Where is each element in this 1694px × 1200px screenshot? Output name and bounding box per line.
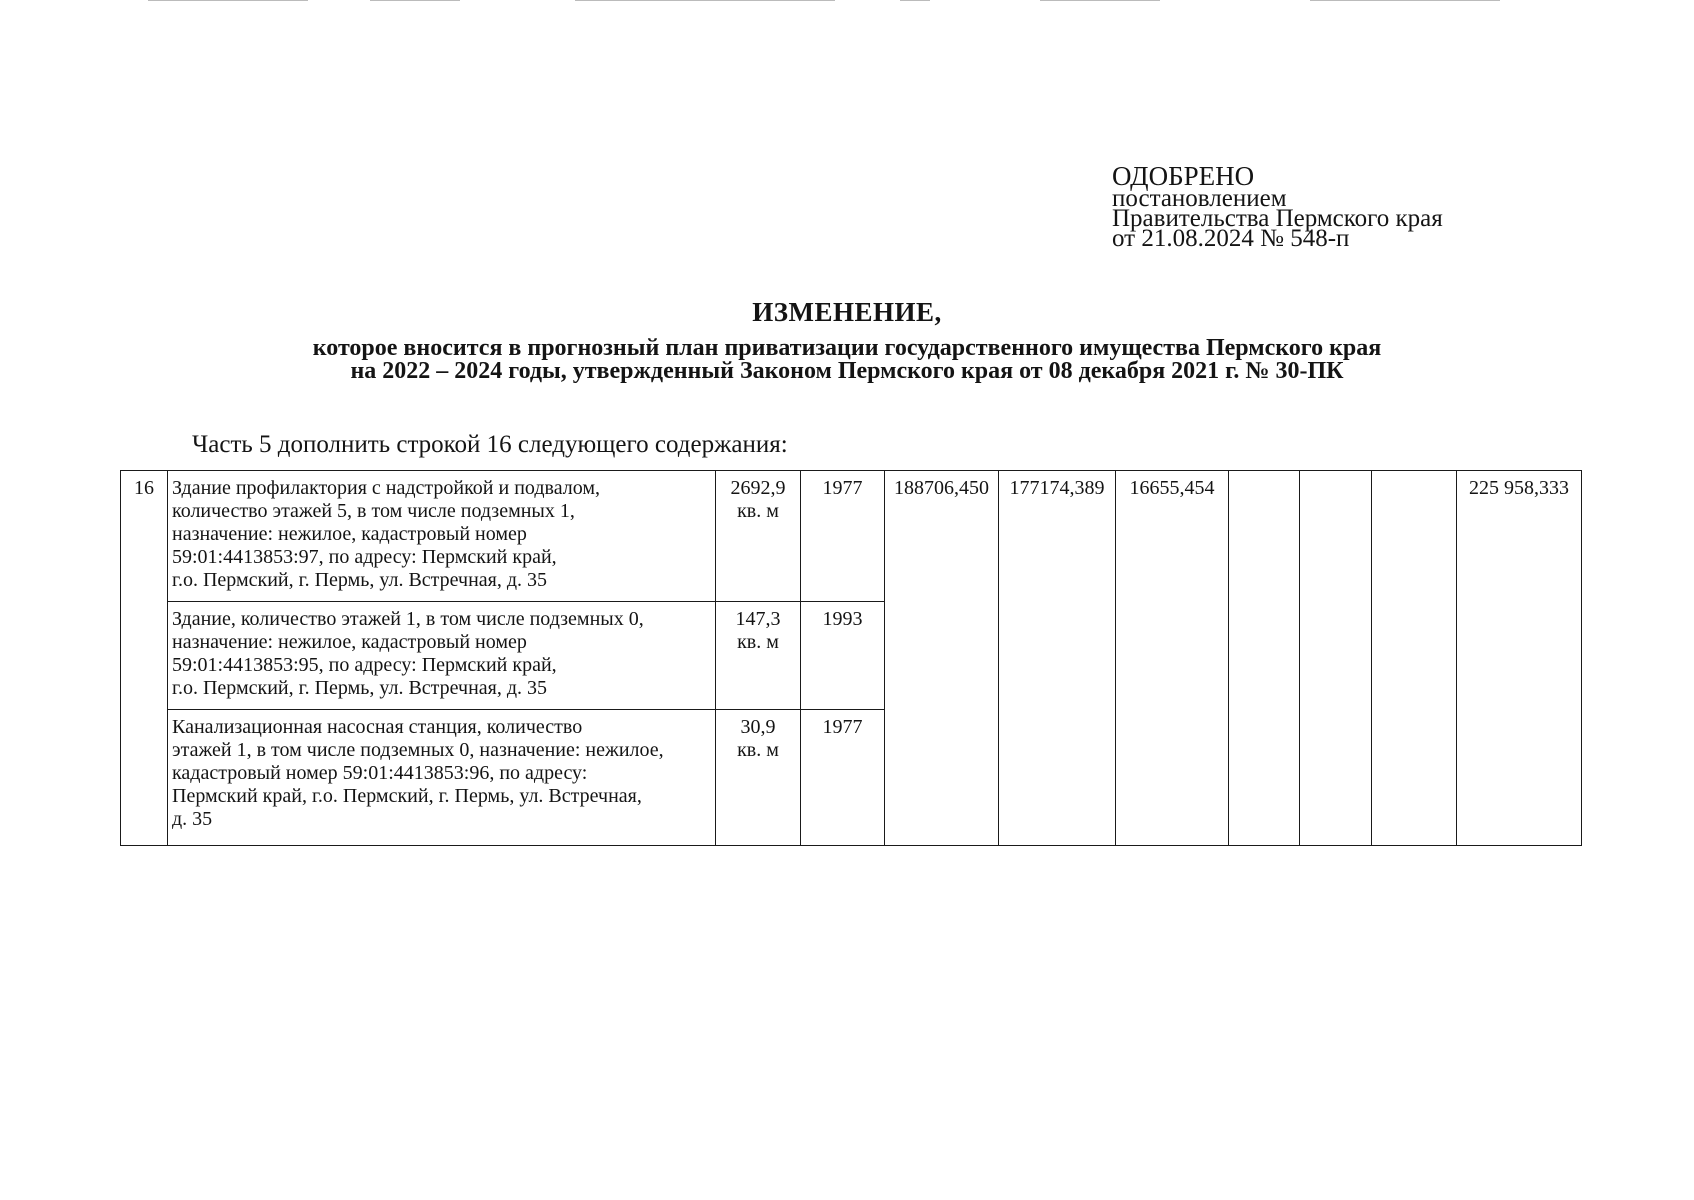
object-description-cell [168, 471, 716, 602]
scan-edge-line [1040, 0, 1160, 1]
approval-line-3: от 21.08.2024 № 548-п [1112, 225, 1350, 252]
table-row [121, 471, 1582, 602]
value-2-cell: 177174,389 [999, 471, 1116, 846]
approval-line-2: Правительства Пермского края [1112, 205, 1443, 232]
privatization-table [120, 470, 1582, 846]
description-line: Здание профилактория с надстройкой и подвалом, [172, 477, 601, 499]
scan-edge-line [370, 0, 460, 1]
value-3-cell: 16655,454 [1116, 471, 1229, 846]
document-subtitle [0, 337, 1694, 383]
description-line: 59:01:4413853:97, по адресу: Пермский край, [172, 546, 557, 568]
area-unit: кв. м [737, 500, 779, 522]
approval-stamp: ОДОБРЕНО [1112, 161, 1255, 191]
subtitle-line-2: на 2022 – 2024 годы, утвержденный Законом Пермского края от 08 декабря 2021 г. № 30-ПК [350, 358, 1344, 384]
description-line: этажей 1, в том числе подземных 0, назначение: нежилое, [172, 739, 664, 761]
description-line: Канализационная насосная станция, количество [172, 716, 583, 738]
area-cell [716, 602, 801, 710]
area-cell [716, 710, 801, 846]
scan-edge-line [1310, 0, 1500, 1]
total-value-cell: 225 958,333 [1457, 471, 1582, 846]
row-number-cell: 16 [121, 471, 168, 846]
scan-edge-line [575, 0, 835, 1]
document-title: ИЗМЕНЕНИЕ, [752, 297, 942, 327]
year-cell: 1977 [801, 710, 885, 846]
value-5-cell [1300, 471, 1372, 846]
subtitle-line-1: которое вносится в прогнозный план приватизации государственного имущества Пермского края [312, 335, 1382, 361]
scan-edge-line [148, 0, 308, 1]
approval-line-1: постановлением [1112, 185, 1287, 212]
year-cell: 1993 [801, 602, 885, 710]
description-line: назначение: нежилое, кадастровый номер [172, 631, 527, 653]
area-unit: кв. м [737, 631, 779, 653]
description-line: Здание, количество этажей 1, в том числе подземных 0, [172, 608, 644, 630]
value-1-cell: 188706,450 [885, 471, 999, 846]
description-line: г.о. Пермский, г. Пермь, ул. Встречная, д. 35 [172, 569, 548, 591]
intro-text: Часть 5 дополнить строкой 16 следующего содержания: [192, 431, 788, 458]
value-6-cell [1372, 471, 1457, 846]
object-description-cell [168, 602, 716, 710]
value-4-cell [1229, 471, 1300, 846]
year-cell: 1977 [801, 471, 885, 602]
description-line: г.о. Пермский, г. Пермь, ул. Встречная, д. 35 [172, 677, 548, 699]
area-value: 2692,9 [730, 477, 786, 499]
object-description-cell [168, 710, 716, 846]
area-unit: кв. м [737, 739, 779, 761]
area-cell [716, 471, 801, 602]
approval-block [1112, 161, 1443, 252]
area-value: 147,3 [735, 608, 781, 630]
description-line: назначение: нежилое, кадастровый номер [172, 523, 527, 545]
description-line: количество этажей 5, в том числе подземных 1, [172, 500, 575, 522]
description-line: д. 35 [172, 808, 213, 830]
area-value: 30,9 [740, 716, 776, 738]
description-line: кадастровый номер 59:01:4413853:96, по адресу: [172, 762, 588, 784]
scan-edge-line [900, 0, 930, 1]
description-line: 59:01:4413853:95, по адресу: Пермский край, [172, 654, 557, 676]
description-line: Пермский край, г.о. Пермский, г. Пермь, ул. Встречная, [172, 785, 642, 807]
